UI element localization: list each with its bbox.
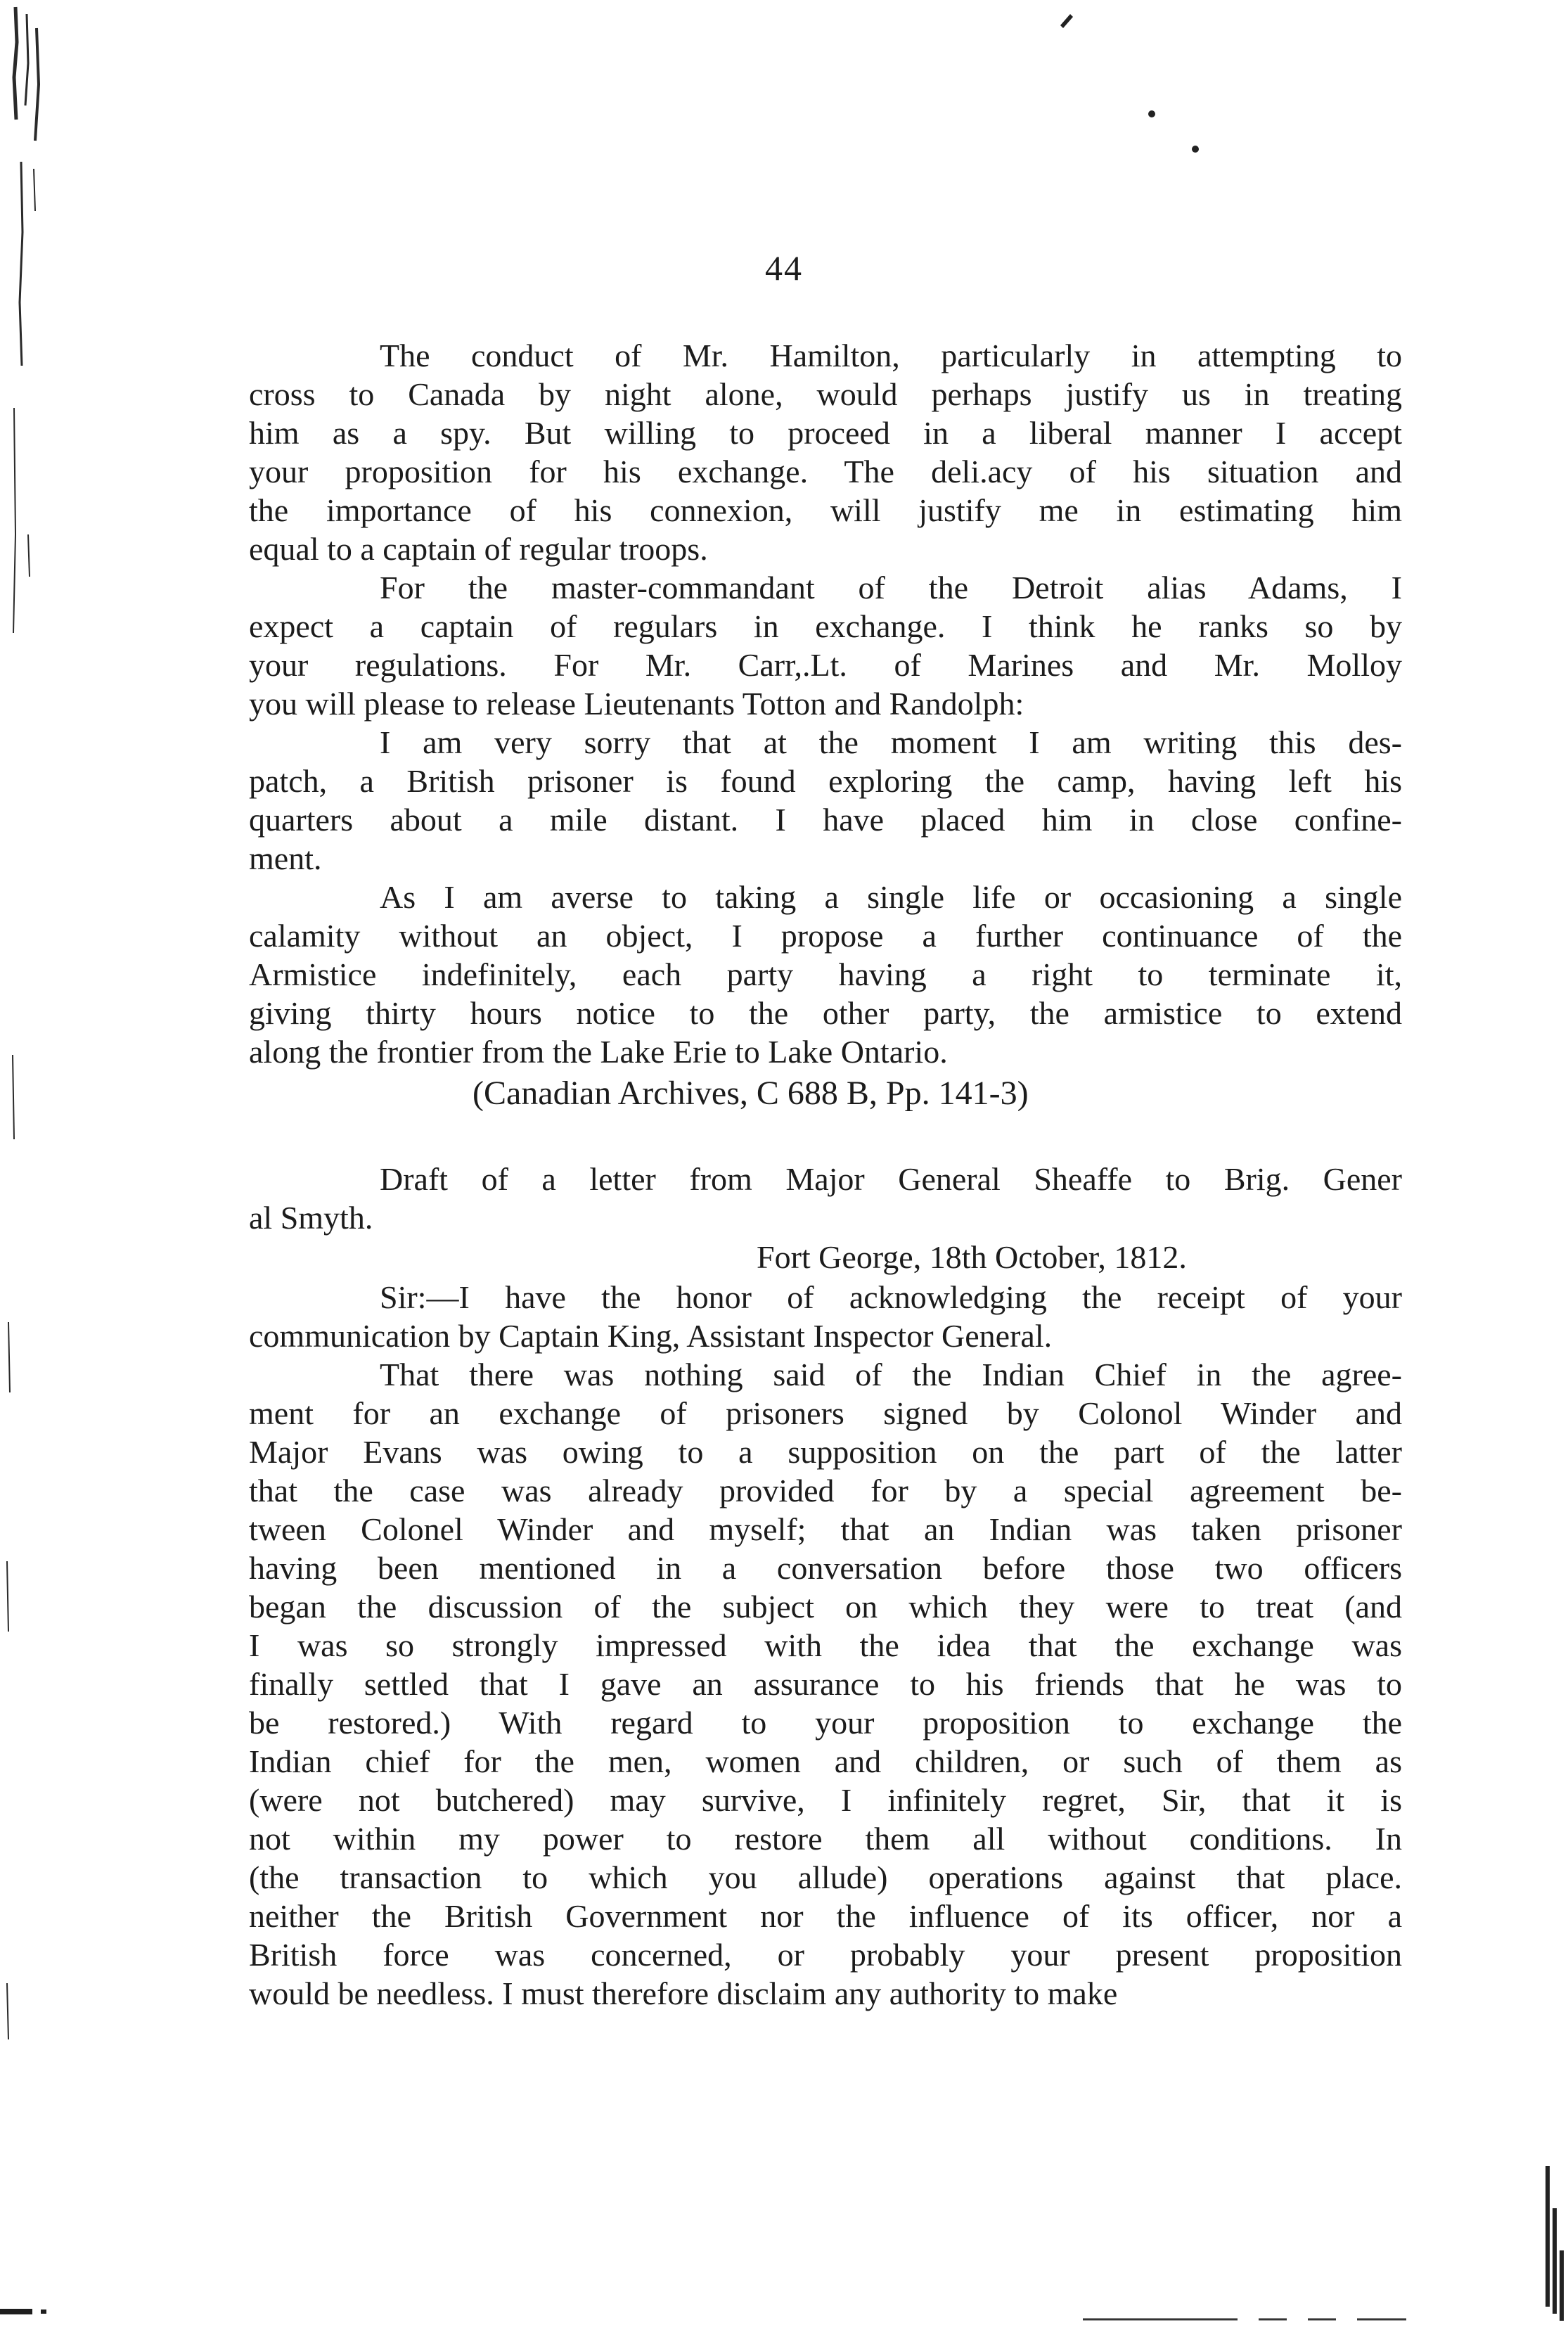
text-line: began the discussion of the subject on which they were to treat (and [249,1589,1402,1625]
right-edge-speckle [1545,2166,1564,2321]
text-line: cross to Canada by night alone, would perhaps justify us in treating [249,376,1402,412]
text-line: patch, a British prisoner is found exploring the camp, having left his [249,763,1402,799]
stray-marks [1060,14,1199,153]
text-line: that the case was already provided for by a special agreement be- [249,1473,1402,1508]
text-line: would be needless. I must therefore disclaim any authority to make [249,1975,1118,2011]
text-line: ment for an exchange of prisoners signed by Colonol Winder and [249,1395,1402,1431]
text-line: Armistice indefinitely, each party having a right to terminate it, [249,956,1402,992]
citation: (Canadian Archives, C 688 B, Pp. 141-3) [473,1075,1029,1112]
text-line: finally settled that I gave an assurance to his friends that he was to [249,1666,1402,1702]
text-line: the importance of his connexion, will justify me in estimating him [249,492,1402,528]
text-line: (were not butchered) may survive, I infinitely regret, Sir, that it is [249,1782,1402,1818]
text-line: equal to a captain of regular troops. [249,531,708,567]
section-gap [249,1116,1402,1160]
binding-edge-marks [7,7,39,2039]
text-line: your proposition for his exchange. The deli.acy of his situation and [249,454,1402,489]
text-line: (the transaction to which you allude) operations against that place. [249,1859,1402,1895]
text-line: quarters about a mile distant. I have placed him in close confine- [249,802,1402,838]
text-line: along the frontier from the Lake Erie to Lake Ontario. [249,1034,948,1070]
text-line: having been mentioned in a conversation before those two officers [249,1550,1402,1586]
text-line: British force was concerned, or probably your present proposition [249,1937,1402,1973]
text-line: communication by Captain King, Assistant Inspector General. [249,1318,1053,1354]
text-line: your regulations. For Mr. Carr,.Lt. of Marines and Mr. Molloy [249,647,1402,683]
text-line: For the master-commandant of the Detroit alias Adams, I [380,570,1402,606]
text-line: Indian chief for the men, women and children, or such of them as [249,1743,1402,1779]
text-line: neither the British Government nor the influence of its officer, nor a [249,1898,1402,1934]
text-line: him as a spy. But willing to proceed in a liberal manner I accept [249,415,1402,451]
text-line: That there was nothing said of the Indian Chief in the agree- [380,1357,1402,1392]
text-line: I was so strongly impressed with the idea that the exchange was [249,1627,1402,1663]
scan-bar [0,2309,32,2314]
text-line: not within my power to restore them all without conditions. In [249,1821,1402,1857]
body-text [249,336,1402,2013]
dateline: Fort George, 18th October, 1812. [757,1239,1187,1275]
page-number: 44 [765,248,803,288]
text-line: As I am averse to taking a single life or occasioning a single [380,879,1402,915]
text-line: Draft of a letter from Major General Sheaffe to Brig. Gener [380,1161,1402,1197]
text-line: Major Evans was owing to a supposition on the part of the latter [249,1434,1402,1470]
text-line: tween Colonel Winder and myself; that an Indian was taken prisoner [249,1511,1402,1547]
text-line: calamity without an object, I propose a further continuance of the [249,918,1402,954]
text-line: I am very sorry that at the moment I am writing this des- [380,724,1402,760]
text-line: ment. [249,840,322,876]
text-line: Sir:—I have the honor of acknowledging the receipt of your [380,1279,1402,1315]
text-line: giving thirty hours notice to the other party, the armistice to extend [249,995,1402,1031]
text-line: be restored.) With regard to your proposition to exchange the [249,1705,1402,1741]
text-line: al Smyth. [249,1200,373,1236]
text-line: you will please to release Lieutenants Totton and Randolph: [249,686,1024,722]
text-line: The conduct of Mr. Hamilton, particularly in attempting to [380,338,1402,373]
text-line: expect a captain of regulars in exchange. I think he ranks so by [249,608,1402,644]
